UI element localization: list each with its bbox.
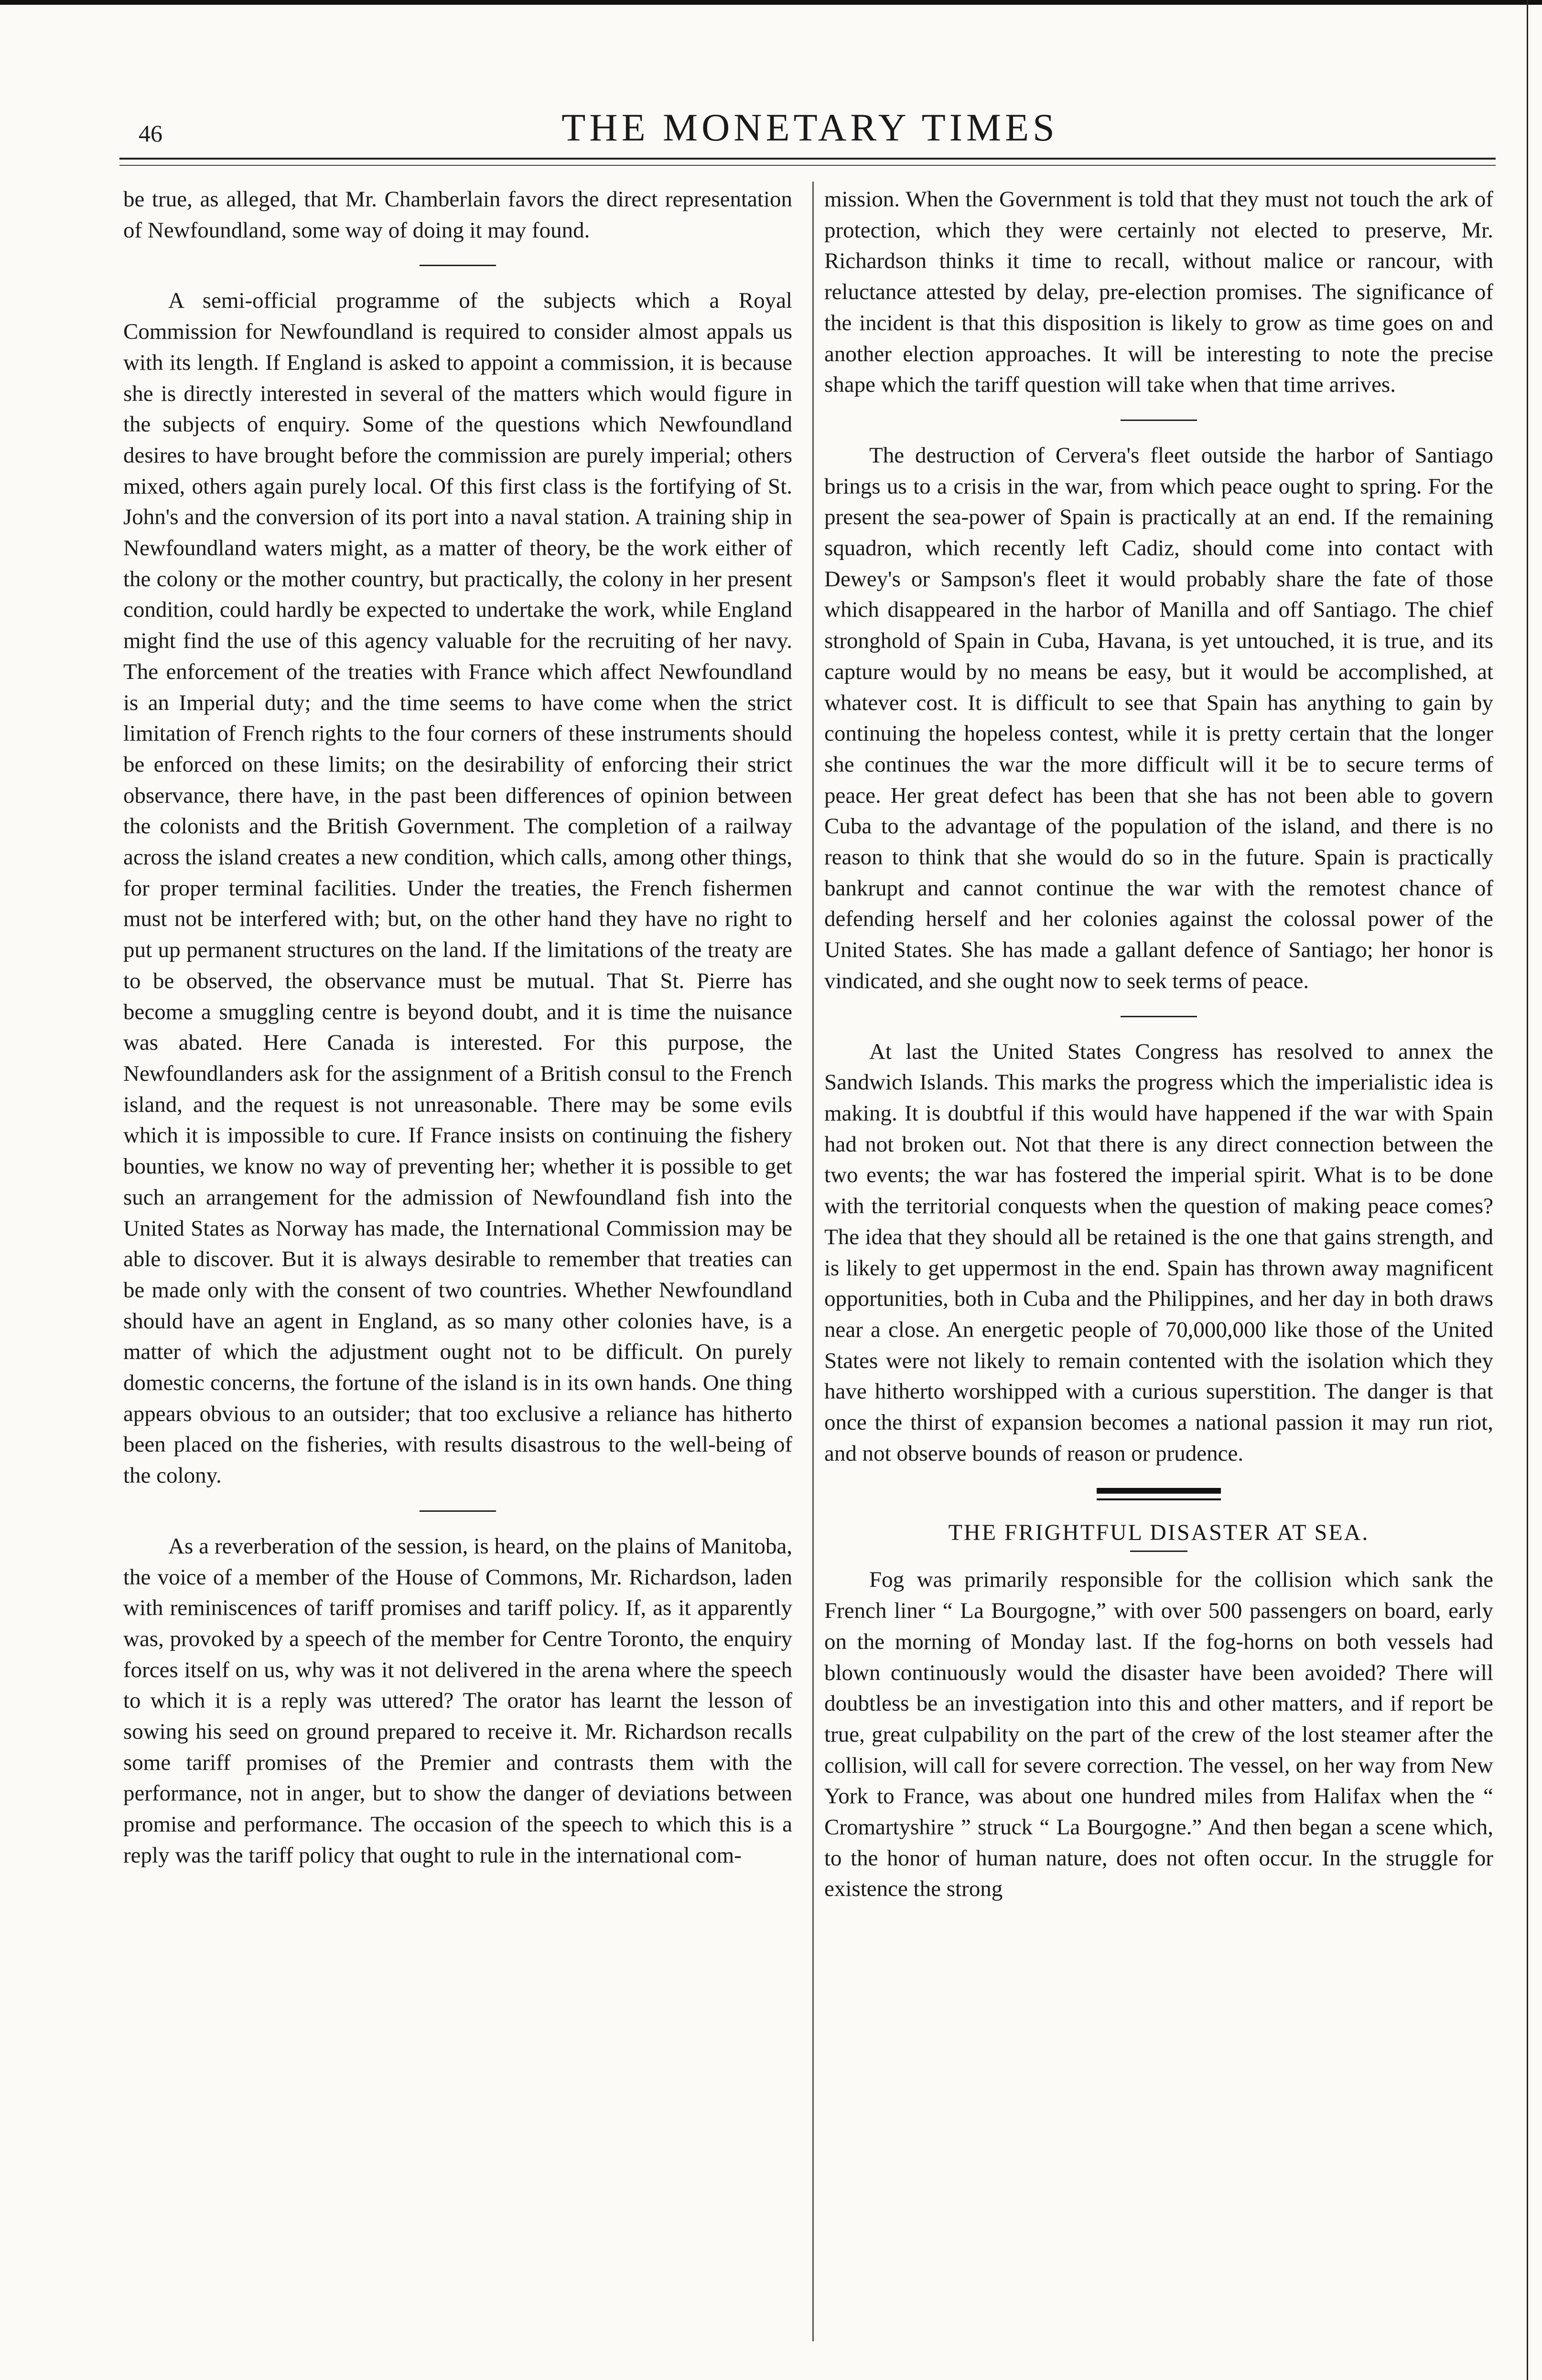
top-border-rule: [0, 0, 1542, 5]
column-divider: [812, 182, 814, 2341]
paragraph-tariff-continuation: mission. When the Government is told that they must not touch the ark of protection, which they were certainly not elected to preserve, Mr. Richardson thinks it time to recall, without malice or rancour, with reluctance attested by delay, pre-election promises. The significance of the incident is that this disposition is likely to grow as time goes on and another election approaches. It will be interesting to note the precise shape which the tariff question will take when that time arrives.: [824, 187, 1493, 398]
right-column: [824, 184, 1493, 1905]
paragraph-sandwich-islands: At last the United States Congress has resolved to annex the Sandwich Islands. This marks the progress which the imperialistic idea is making. It is doubtful if this would have happened if the war with Spain had not broken out. Not that there is any direct connection between the two events; the war has fostered the imperial spirit. What is to be done with the territorial conquests when the question of making peace comes? The idea that they should all be retained is the one that gains strength, and is likely to get uppermost in the end. Spain has thrown away magnificent opportunities, both in Cuba and the Philippines, and her day in both draws near a close. An energetic people of 70,000,000 like those of the United States were not likely to remain contented with the isolation which they have hitherto worshipped with a curious superstition. The danger is that once the thirst of expansion becomes a national passion it may run riot, and not observe bounds of reason or prudence.: [824, 1039, 1493, 1466]
paragraph-newfoundland-representation: be true, as alleged, that Mr. Chamberlain favors the direct representation of Newfoundland, some way of doing it may found.: [123, 187, 792, 243]
separator-rule: [420, 1510, 496, 1512]
separator-rule: [1121, 1016, 1197, 1017]
section-divider-thin: [1097, 1498, 1221, 1500]
separator-rule: [420, 265, 496, 266]
paragraph-cervera-fleet: The destruction of Cervera's fleet outside the harbor of Santiago brings us to a crisis in the war, from which peace ought to spring. For the present the sea-power of Spain is practically at an end. If the remaining squadron, which recently left Cadiz, should come into contact with Dewey's or Sampson's fleet it would probably share the fate of those which disappeared in the harbor of Manilla and off Santiago. The chief stronghold of Spain in Cuba, Havana, is yet untouched, it is true, and its capture would by no means be easy, but it would be accomplished, at whatever cost. It is difficult to see that Spain has anything to gain by continuing the hopeless contest, while it is pretty certain that the longer she continues the war the more difficult will it be to secure terms of peace. Her great defect has been that she has not been able to govern Cuba to the advantage of the population of the island, and there is no reason to think that she would do so in the future. Spain is practically bankrupt and cannot continue the war with the remotest chance of defending herself and her colonies against the colossal power of the United States. She has made a gallant defence of Santiago; her honor is vindicated, and she ought now to seek terms of peace.: [824, 442, 1493, 993]
header-rule-thin: [119, 165, 1496, 166]
separator-rule: [1121, 420, 1197, 421]
section-divider-heavy: [1097, 1488, 1221, 1494]
paragraph-la-bourgogne-disaster: Fog was primarily responsible for the collision which sank the French liner “ La Bourgogne,” with over 500 passengers on board, early on the morning of Monday last. If the fog-horns on both vessels had blown continuously would the disaster have been avoided? There will doubtless be an investigation into this and other matters, and if report be true, great culpability on the part of the crew of the lost steamer after the collision, will call for severe correction. The vessel, on her way from New York to France, was about one hundred miles from Halifax when the “ Cromartyshire ” struck “ La Bourgogne.” And then began a scene which, to the honor of human nature, does not often occur. In the struggle for existence the strong: [824, 1567, 1493, 1902]
paragraph-royal-commission: A semi-official programme of the subjects which a Royal Commission for Newfoundland is required to consider almost appals us with its length. If England is asked to appoint a commission, it is because she is directly interested in several of the matters which would figure in the subjects of enquiry. Some of the questions which Newfoundland desires to have brought before the commission are purely imperial; others mixed, others again purely local. Of this first class is the fortifying of St. John's and the conversion of its port into a naval station. A training ship in Newfoundland waters might, as a matter of theory, be the work either of the colony or the mother country, but practically, the colony in her present condition, could hardly be expected to undertake the work, while England might find the use of this agency valuable for the recruiting of her navy. The enforcement of the treaties with France which affect Newfoundland is an Imperial duty; and the time seems to have come when the strict limitation of French rights to the four corners of these instruments should be enforced on these limits; on the desirability of enforcing their strict observance, there have, in the past been differences of opinion between the colonists and the British Government. The completion of a railway across the island creates a new condition, which calls, among other things, for proper terminal facilities. Under the treaties, the French fishermen must not be interfered with; but, on the other hand they have no right to put up permanent structures on the land. If the limitations of the treaty are to be observed, the observance must be mutual. That St. Pierre has become a smuggling centre is beyond doubt, and it is time the nuisance was abated. Here Canada is interested. For this purpose, the Newfoundlanders ask for the assignment of a British consul to the French island, and the request is not unreasonable. There may be some evils which it is impossible to cure. If France insists on continuing the fishery bounties, we know no way of preventing her; whether it is possible to get such an arrangement for the admission of Newfoundland fish into the United States as Norway has made, the International Commission may be able to discover. But it is always desirable to remember that treaties can be made only with the consent of two countries. Whether Newfoundland should have an agent in England, as so many other colonies have, is a matter of which the adjustment ought not to be difficult. On purely domestic concerns, the fortune of the island is in its own hands. One thing appears obvious to an outsider; that too exclusive a reliance has hitherto been placed on the fisheries, with results disastrous to the well-being of the colony.: [123, 288, 792, 1488]
section-title: THE FRIGHTFUL DISASTER AT SEA.: [948, 1520, 1369, 1546]
left-column: [123, 184, 792, 1871]
page-number: 46: [139, 120, 162, 147]
header-rule: [119, 158, 1496, 160]
section-title-rule: [1130, 1551, 1187, 1552]
paragraph-richardson-speech: As a reverberation of the session, is heard, on the plains of Manitoba, the voice of a member of the House of Commons, Mr. Richardson, laden with reminiscences of tariff promises and tariff policy. If, as it apparently was, provoked by a speech of the member for Centre Toronto, the enquiry forces itself on us, why was it not delivered in the arena where the speech to which it is a reply was uttered? The orator has learnt the lesson of sowing his seed on ground prepared to receive it. Mr. Richardson recalls some tariff promises of the Premier and contrasts them with the performance, not in anger, but to show the danger of deviations between promise and performance. The occasion of the speech to which this is a reply was the tariff policy that ought to rule in the international com-: [123, 1533, 792, 1868]
page-header: [129, 105, 1491, 162]
page-edge-line: [1527, 0, 1528, 2380]
masthead-title: THE MONETARY TIMES: [561, 106, 1058, 149]
